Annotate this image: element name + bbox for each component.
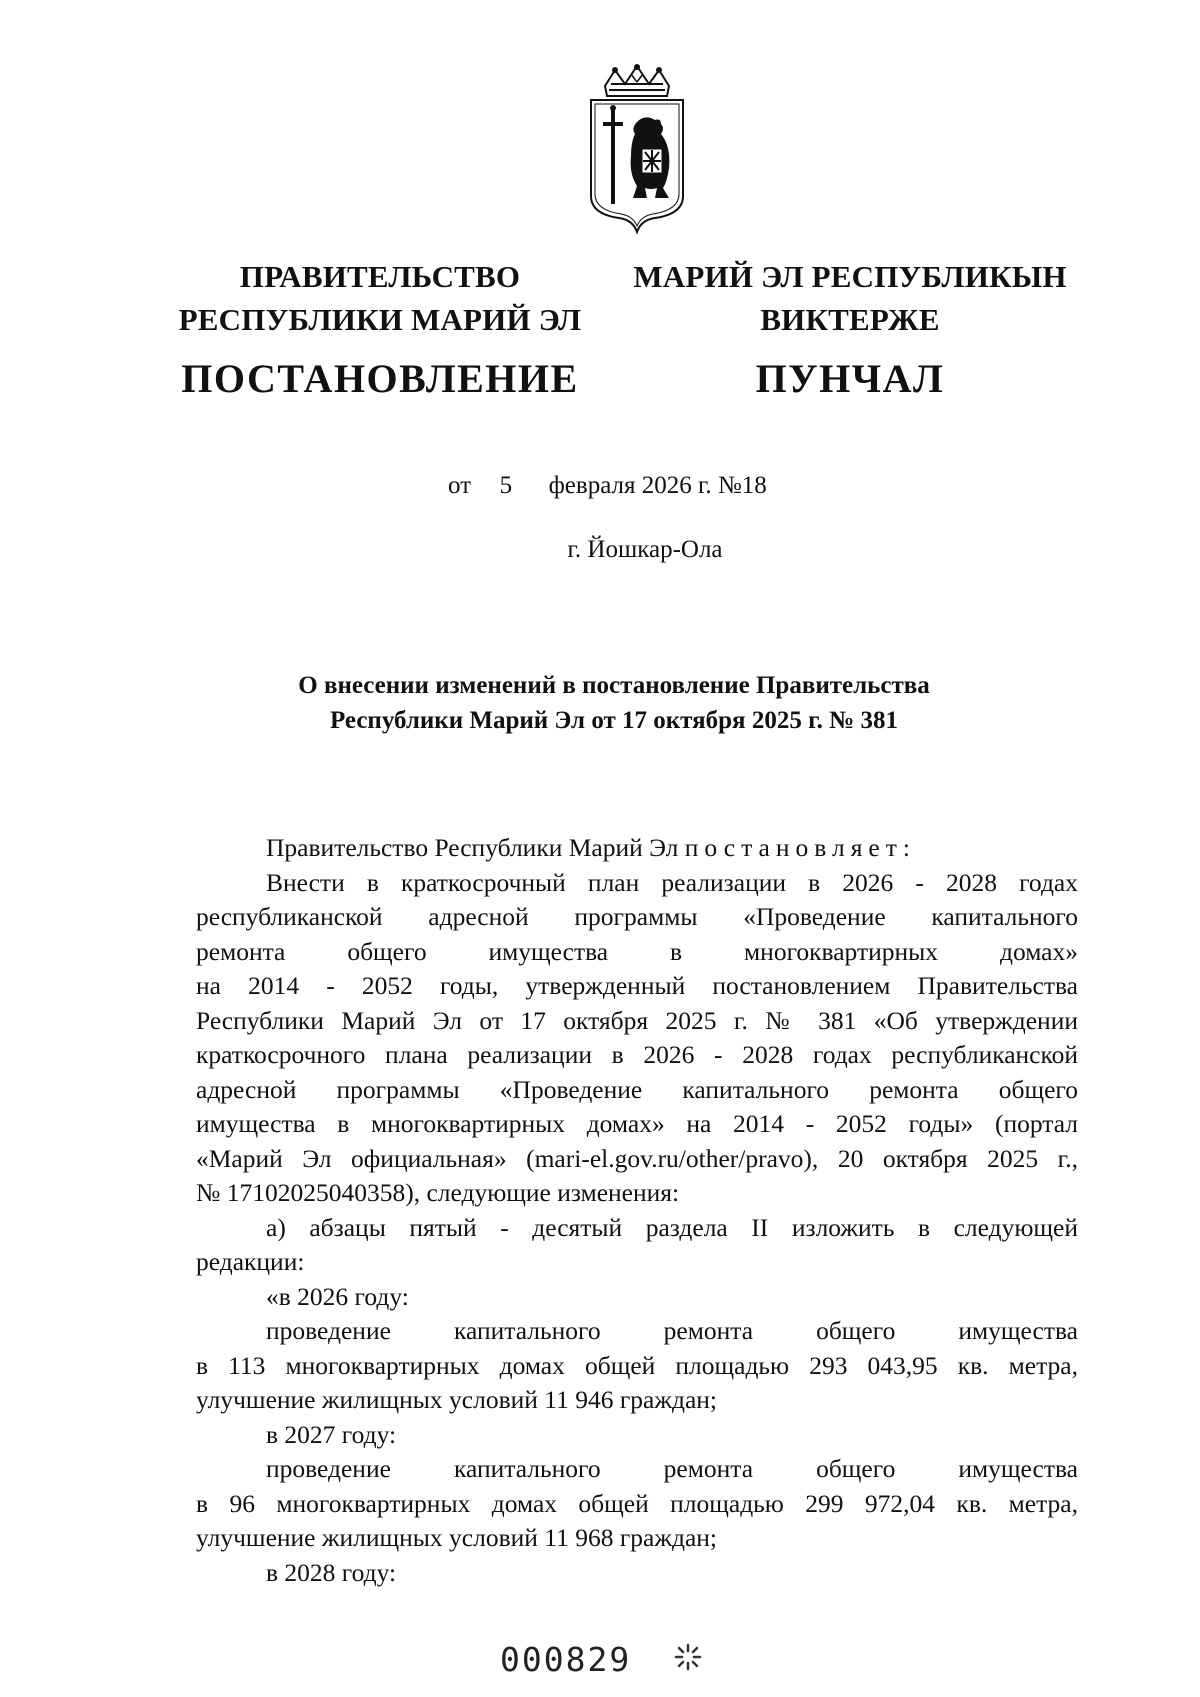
body-line: ремонта общего имущества в многоквартирных домах» (196, 936, 1078, 966)
crown-icon (605, 64, 669, 96)
snowflake-mark-icon (672, 1641, 704, 1673)
body-line: улучшение жилищных условий 11 946 граждан; (196, 1385, 718, 1414)
body-line: в 96 многоквартирных домах общей площадью 299 972,04 кв. метра, (196, 1488, 1078, 1518)
body-line: № 17102025040358), следующие изменения: (196, 1178, 680, 1207)
body-line: проведение капитального ремонта общего имущества (266, 1316, 1078, 1345)
date-prefix: от (448, 472, 472, 499)
body-line: республиканской адресной программы «Проведение капитального (196, 902, 1078, 931)
document-date-line (448, 472, 767, 500)
title-line-1: О внесении изменений в постановление Правительства (298, 672, 930, 699)
issuer-line-1: ПРАВИТЕЛЬСТВО (239, 259, 521, 294)
body-line: адресной программы «Проведение капитального ремонта общего (196, 1074, 1078, 1104)
body-line: улучшение жилищных условий 11 968 граждан; (196, 1523, 718, 1552)
body-line: имущества в многоквартирных домах» на 2014 - 2052 годы» (портал (196, 1109, 1078, 1138)
issuer-line-2: РЕСПУБЛИКИ МАРИЙ ЭЛ (178, 302, 582, 337)
body-line: редакции: (196, 1247, 305, 1276)
place-of-issue: г. Йошкар-Ола (567, 536, 723, 563)
issuer-header-russian (150, 255, 610, 404)
date-month-year: февраля 2026 г. (548, 472, 712, 499)
body-line: а) абзацы пятый - десятый раздела II изложить в следующей (266, 1212, 1078, 1242)
document-type-russian: ПОСТАНОВЛЕНИЕ (181, 356, 579, 401)
coat-of-arms-emblem (585, 64, 689, 234)
body-line: на 2014 - 2052 годы, утвержденный постановлением Правительства (196, 971, 1078, 1000)
body-line: проведение капитального ремонта общего имущества (266, 1454, 1078, 1483)
body-line: в 2027 году: (266, 1419, 397, 1449)
body-line: в 113 многоквартирных домах общей площадью 293 043,95 кв. метра, (196, 1350, 1078, 1380)
issuer-line-1: МАРИЙ ЭЛ РЕСПУБЛИКЫН (633, 259, 1067, 294)
document-number: №18 (717, 472, 767, 499)
document-type-mari: ПУНЧАЛ (755, 356, 945, 401)
body-line: Внести в краткосрочный план реализации в 2026 - 2028 годах (266, 867, 1078, 897)
document-body (196, 831, 1078, 1590)
resolves-word: постановляет (684, 833, 903, 862)
form-serial-number: 000829 (500, 1640, 632, 1679)
issuer-line-2: ВИКТЕРЖЕ (760, 302, 940, 337)
body-line: в 2028 году: (266, 1557, 397, 1587)
document-title (0, 668, 1200, 738)
body-line: «в 2026 году: (266, 1281, 409, 1311)
body-line: «Марий Эл официальная» (mari-el.gov.ru/other/pravo), 20 октября 2025 г., (196, 1143, 1078, 1173)
body-line: краткосрочного плана реализации в 2026 - 2028 годах республиканской (196, 1040, 1078, 1069)
resolution-paragraph: Правительство Республики Марий Эл постановляет: (266, 833, 910, 862)
issuer-header-mari (620, 255, 1080, 404)
body-line: Республики Марий Эл от 17 октября 2025 г. № 381 «Об утверждении (196, 1005, 1078, 1035)
date-day: 5 (499, 472, 513, 499)
title-line-2: Республики Марий Эл от 17 октября 2025 г. № 381 (329, 707, 898, 734)
